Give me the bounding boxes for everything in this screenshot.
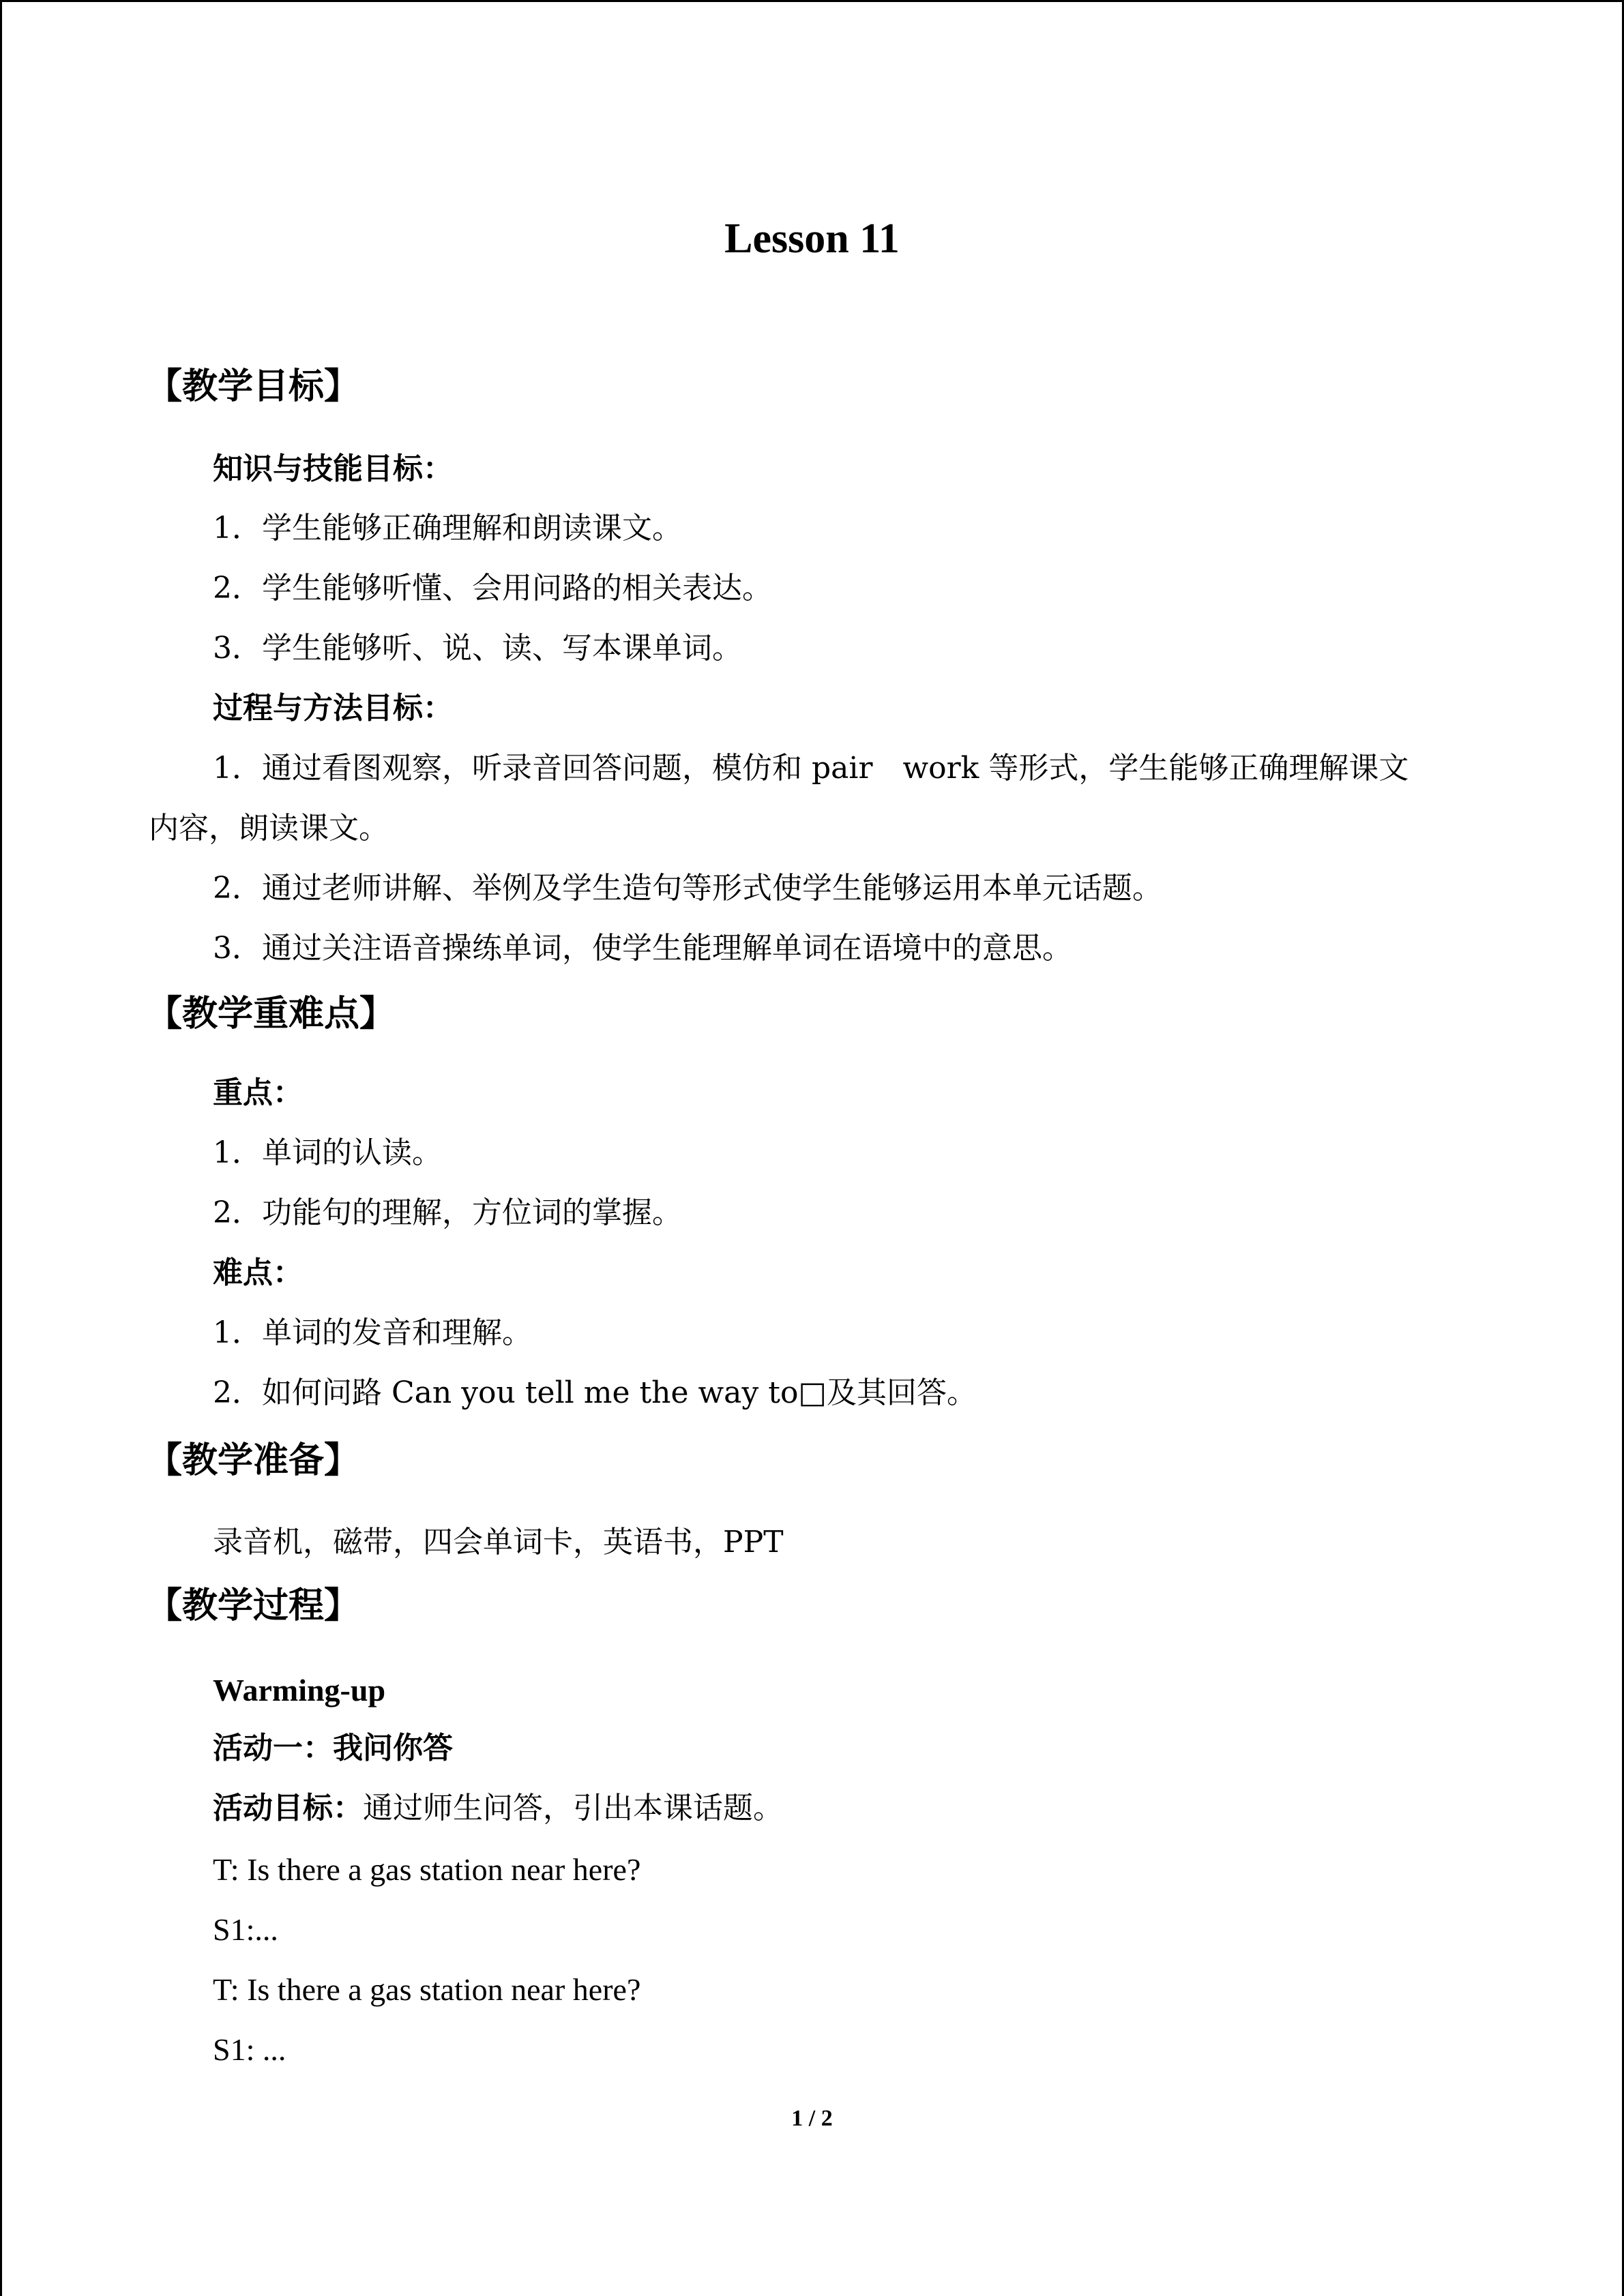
key-point-item-1: 1．单词的认读。 [213,1135,442,1170]
process-item-1-line-2: 内容，朗读课文。 [149,811,389,846]
knowledge-skill-label: 知识与技能目标： [213,451,453,486]
activity-goal-text: 通过师生问答，引出本课话题。 [363,1791,783,1825]
key-points-label: 重点： [213,1075,303,1110]
document-title: Lesson 11 [724,215,900,262]
procedure-stage-title: Warming-up [213,1673,386,1708]
process-item-3: 3．通过关注语音操练单词，使学生能理解单词在语境中的意思。 [213,931,1072,966]
section-heading-key-points: 【教学重难点】 [147,994,396,1034]
dialogue-line-3: T: Is there a gas station near here? [213,1972,641,2007]
difficult-point-item-1: 1．单词的发音和理解。 [213,1315,532,1350]
difficult-point-item-2: 2．如何问路 Can you tell me the way to□及其回答。 [213,1375,977,1410]
process-item-2: 2．通过老师讲解、举例及学生造句等形式使学生能够运用本单元话题。 [213,871,1162,906]
knowledge-item-2: 2．学生能够听懂、会用问路的相关表达。 [213,571,772,606]
process-item-1-line-1: 1．通过看图观察，听录音回答问题，模仿和 pair work 等形式，学生能够正确理解课文 [213,751,1409,786]
dialogue-line-1: T: Is there a gas station near here? [213,1852,641,1887]
dialogue-line-2: S1:... [213,1912,278,1947]
section-heading-objectives: 【教学目标】 [147,366,360,407]
section-heading-procedure: 【教学过程】 [147,1585,360,1626]
page-number: 1 / 2 [791,2106,833,2131]
difficult-points-label: 难点： [213,1255,303,1290]
knowledge-item-3: 3．学生能够听、说、读、写本课单词。 [213,631,742,666]
section-heading-preparation: 【教学准备】 [147,1440,360,1481]
process-method-label: 过程与方法目标： [213,691,453,726]
activity-goal-label: 活动目标： [213,1791,363,1825]
key-point-item-2: 2．功能句的理解，方位词的掌握。 [213,1195,682,1230]
preparation-materials: 录音机，磁带，四会单词卡，英语书，PPT [213,1525,784,1560]
knowledge-item-1: 1．学生能够正确理解和朗读课文。 [213,511,682,546]
dialogue-line-4: S1: ... [213,2032,286,2067]
activity-goal [213,1788,783,1829]
activity-title: 活动一：我问你答 [213,1731,453,1765]
